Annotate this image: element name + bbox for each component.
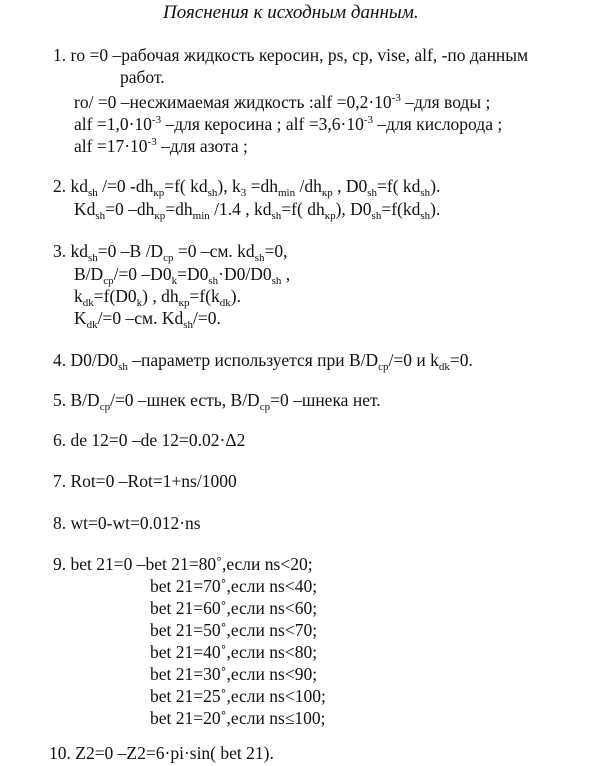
item-1-line-5: alf $=17\cdot 10^{-3}$ –для азота ;	[74, 136, 248, 156]
item-text: de 12=0 –de 12=0.02·Δ2	[70, 430, 246, 450]
item-text: $B/D_{ср}/=0$ –шнек есть, $B/D_{ср}=0$ –шнека нет.	[70, 390, 381, 413]
item-9-line-5: bet 21=40˚,если ns<80;	[150, 642, 318, 662]
item-number: 5.	[53, 390, 67, 410]
item-number: 9.	[53, 554, 67, 574]
item-4	[53, 349, 473, 371]
item-text: bet 21=0 –bet 21=80˚,если ns<20;	[70, 554, 313, 574]
item-1-line-2: работ.	[120, 67, 165, 87]
item-9-line-2: bet 21=70˚,если ns<40;	[150, 576, 318, 596]
item-text: $kd_{sh}$ /=0 $-dh_{кр}=f$( $kd_{sh}$), $k_3 =dh_{min}$ $/dh_{кр}$ , $D0_{sh}=f$( $kd_{sh}$).	[70, 176, 441, 199]
item-number: 6.	[53, 430, 67, 450]
item-3-line-2: $B/D_{ср}/=0$ $-D0_k=D0_{sh}\cdot D0/D0_{sh}$ ,	[74, 264, 291, 287]
item-text: $kd_{sh}=0$ –B $/D_{ср} =0$ –см. $kd_{sh}=0$,	[70, 241, 288, 264]
item-number: 4.	[53, 350, 67, 370]
item-number: 8.	[53, 513, 67, 533]
item-3-line-4: $K_{dk}/=0$ –см. $Kd_{sh}/=0$.	[74, 308, 221, 331]
item-6	[53, 429, 245, 451]
item-8	[53, 512, 201, 534]
item-1-line-1	[53, 44, 528, 66]
item-number: 7.	[53, 471, 67, 491]
page-title: Пояснения к исходным данным.	[163, 2, 419, 23]
item-number: 2.	[53, 176, 67, 196]
item-number: 3.	[53, 241, 67, 261]
item-text: ro =0 –рабочая жидкость керосин, ps, cp, vise, alf, -по данным	[70, 45, 529, 65]
item-number: 1.	[53, 45, 67, 65]
item-2-line-1	[53, 175, 440, 197]
item-10	[49, 742, 274, 764]
item-text: wt=0-wt=0.012·ns	[70, 513, 201, 533]
item-3-line-3: $k_{dk}=f(D0_k)$ , $dh_{кр}=f(k_{dk})$.	[74, 286, 241, 309]
item-text: $D0/D0_{sh}$ –параметр используется при $B/D_{ср}/=0$ и $k_{dk}=0$.	[70, 350, 473, 373]
item-1-line-3: ro/ =0 –несжимаемая жидкость :alf $=0,2\cdot 10^{-3}$ –для воды ;	[74, 92, 491, 112]
item-text: Z2=0 –Z2=6·pi·sin( bet 21).	[75, 743, 274, 763]
item-5	[53, 389, 381, 411]
item-9-line-1	[53, 553, 313, 575]
item-7	[53, 470, 237, 492]
item-9-line-7: bet 21=25˚,если ns<100;	[150, 686, 326, 706]
item-9-line-8: bet 21=20˚,если ns≤100;	[150, 708, 326, 728]
item-number: 10.	[49, 743, 71, 763]
item-9-line-4: bet 21=50˚,если ns<70;	[150, 620, 318, 640]
item-9-line-3: bet 21=60˚,если ns<60;	[150, 598, 318, 618]
item-9-line-6: bet 21=30˚,если ns<90;	[150, 664, 318, 684]
item-text: Rot=0 –Rot=1+ns/1000	[70, 471, 237, 491]
item-3-line-1	[53, 240, 287, 262]
item-2-line-2: $Kd_{sh}=0$ $-dh_{кр}=dh_{min}$ /1.4 , $kd_{sh}=f$( $dh_{кр}$), $D0_{sh}=f(kd_{sh})$.	[74, 199, 441, 222]
item-1-line-4: alf $=1,0\cdot 10^{-3}$ –для керосина ; alf $=3,6\cdot 10^{-3}$ –для кислорода ;	[74, 114, 503, 134]
